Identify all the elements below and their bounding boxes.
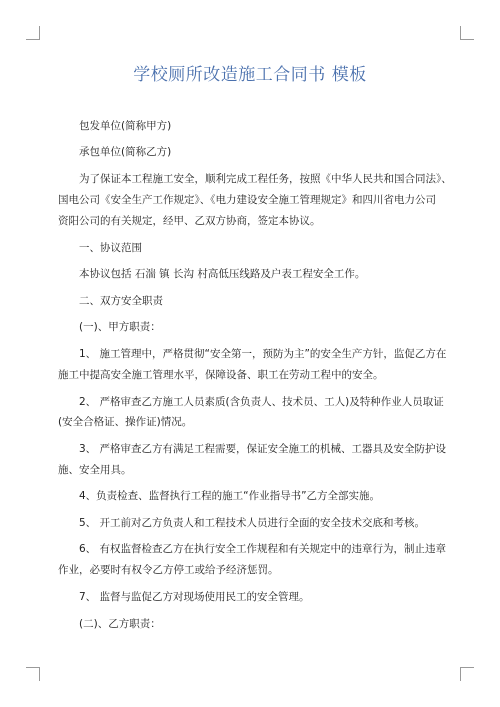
body-line: 承包单位(简称乙方) bbox=[79, 146, 172, 158]
body-line: 1、 施工管理中，严格贯彻“安全第一，预防为主”的安全生产方针，监促乙方在 bbox=[79, 348, 447, 360]
body-line: (二)、乙方职责： bbox=[79, 618, 161, 630]
body-line: 6、 有权监督检查乙方在执行安全工作规程和有关规定中的违章行为，制止违章 bbox=[79, 543, 447, 555]
body-line: 施、安全用具。 bbox=[58, 464, 132, 476]
body-line: 资阳公司的有关规定，经甲、乙双方协商，签定本协议。 bbox=[58, 215, 321, 227]
body-line: 包发单位(简称甲方) bbox=[79, 120, 172, 132]
body-line: 7、 监督与监促乙方对现场使用民工的安全管理。 bbox=[79, 591, 310, 603]
crop-mark-top-right bbox=[460, 26, 474, 40]
body-line: 为了保证本工程施工安全，顺利完成工程任务，按照《中华人民共和国合同法》、 bbox=[79, 173, 452, 185]
body-line: 二、双方安全职责 bbox=[79, 295, 163, 307]
body-line: (安全合格证、操作证)情况。 bbox=[58, 416, 193, 428]
body-line: 施工中提高安全施工管理水平，保障设备、职工在劳动工程中的安全。 bbox=[58, 369, 384, 381]
body-line: 作业，必要时有权令乙方停工或给予经济惩罚。 bbox=[58, 564, 279, 576]
body-line: 2、 严格审查乙方施工人员素质(含负责人、技术员、工人)及特种作业人员取证 bbox=[79, 396, 444, 408]
body-line: 4、负责检查、监督执行工程的施工“作业指导书”乙方全部实施。 bbox=[79, 490, 381, 502]
body-line: 一、协议范围 bbox=[79, 242, 142, 254]
document-title: 学校厕所改造施工合同书 模板 bbox=[133, 65, 367, 85]
body-line: 国电公司《安全生产工作规定》、《电力建设安全施工管理规定》和四川省电力公司 bbox=[58, 194, 436, 206]
crop-mark-top-left bbox=[26, 26, 40, 40]
crop-mark-bottom-right bbox=[460, 667, 474, 681]
body-line: 3、 严格审查乙方有满足工程需要，保证安全施工的机械、工器具及安全防护设 bbox=[79, 443, 447, 455]
crop-mark-bottom-left bbox=[26, 667, 40, 681]
body-line: (一)、甲方职责： bbox=[79, 321, 161, 333]
body-line: 5、 开工前对乙方负责人和工程技术人员进行全面的安全技术交底和考核。 bbox=[79, 517, 426, 529]
body-line: 本协议包括 石湍 镇 长沟 村高低压线路及户表工程安全工作。 bbox=[79, 268, 366, 280]
